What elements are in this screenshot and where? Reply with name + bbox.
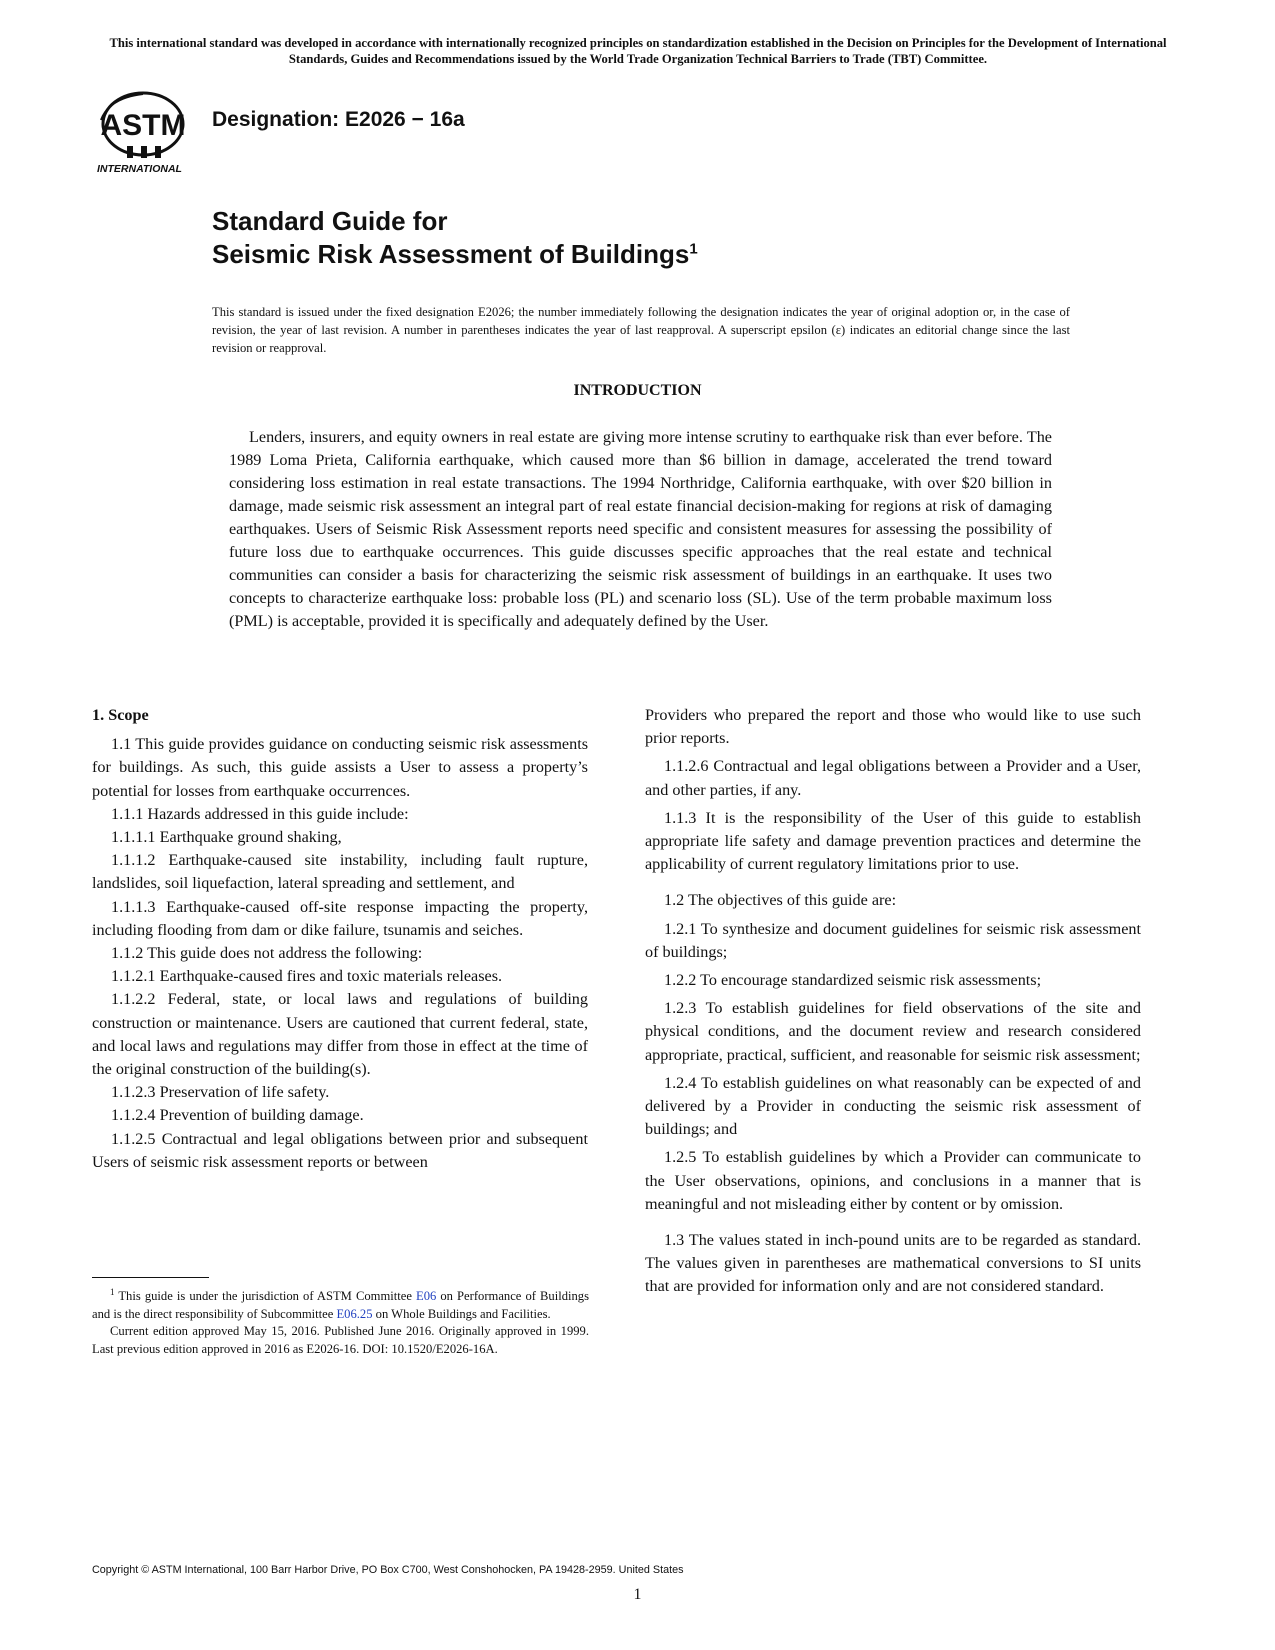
- section-1-1-2-2: 1.1.2.2 Federal, state, or local laws and regulations of building construction or maintenance. Users are cautioned that current federal, state, and local laws and regulations may differ from those in effect at the time of the original construction of the building(s).: [92, 990, 588, 1079]
- page-number: 1: [633, 1586, 642, 1603]
- introduction-body: Lenders, insurers, and equity owners in real estate are giving more intense scrutiny to earthquake risk than ever before. The 1989 Loma Prieta, California earthquake, which caused more than $6 billion in damage, accelerated the trend toward considering loss estimation in real estate transactions. The 1994 Northridge, California earthquake, with over $20 billion in damage, made seismic risk assessment an integral part of real estate financial decision-making for regions at risk of damaging earthquakes. Users of Seismic Risk Assessment reports need specific and consistent measures for assessing the possibility of future loss due to earthquake occurrences. This guide discusses specific approaches that the real estate and technical communities can consider a basis for characterizing the seismic risk assessment of buildings in an earthquake. It uses two concepts to characterize earthquake loss: probable loss (PL) and scenario loss (SL). Use of the term probable maximum loss (PML) is acceptable, provided it is specifically and adequately defined by the User.: [229, 428, 1052, 630]
- committee-e06-link[interactable]: E06: [416, 1289, 437, 1304]
- astm-logo-letters: ASTM: [100, 109, 186, 142]
- scope-heading: 1. Scope: [92, 706, 149, 724]
- section-1-2-3: 1.2.3 To establish guidelines for field observations of the site and physical conditions, and the document review and research considered appropriate, practical, sufficient, and reasonable for seismic risk assessment;: [645, 999, 1141, 1064]
- footnote-edition: Current edition approved May 15, 2016. Published June 2016. Originally approved in 1999. Last previous edition approved in 2016 as E2026-16. DOI: 10.1520/E2026-16A.: [92, 1324, 589, 1356]
- designation: Designation: E2026 − 16a: [212, 108, 465, 131]
- copyright-line: Copyright © ASTM International, 100 Barr Harbor Drive, PO Box C700, West Conshohocken, PA 19428-2959. United States: [92, 1564, 684, 1576]
- astm-logo-text: INTERNATIONAL: [97, 163, 182, 175]
- title-line-2: Seismic Risk Assessment of Buildings$^1$: [212, 239, 698, 269]
- section-1-1-1-3: 1.1.1.3 Earthquake-caused off-site response impacting the property, including flooding from dam or dike failure, tsunamis and seiches.: [92, 897, 588, 939]
- issued-note: This standard is issued under the fixed designation E2026; the number immediately following the designation indicates the year of original adoption or, in the case of revision, the year of last revision. A number in parentheses indicates the year of last reapproval. A superscript epsilon (ε) indicates an editorial change since the last revision or reapproval.: [212, 305, 1070, 355]
- section-1-1-1-2: 1.1.1.2 Earthquake-caused site instability, including fault rupture, landslides, soil liquefaction, lateral spreading and settlement, and: [92, 851, 588, 893]
- section-1-1-2: 1.1.2 This guide does not address the following:: [111, 944, 423, 963]
- subcommittee-e06-25-link[interactable]: E06.25: [336, 1306, 373, 1321]
- document-title: [212, 205, 698, 271]
- footnote-divider: [92, 1277, 209, 1278]
- introduction-heading: INTRODUCTION: [573, 382, 702, 399]
- international-standard-notice: This international standard was developed in accordance with internationally recognized principles on standardization established in the Decision on Principles for the Development of International Standards, Guides and Recommendations issued by the World Trade Organization Technical Barriers to Trade (TBT) Committee.: [109, 36, 1167, 66]
- section-1-1-2-6: 1.1.2.6 Contractual and legal obligations between a Provider and a User, and other parties, if any.: [645, 757, 1141, 799]
- right-column: [645, 704, 1141, 1299]
- section-1-2-1: 1.2.1 To synthesize and document guidelines for seismic risk assessment of buildings;: [645, 919, 1141, 961]
- section-1-2-2: 1.2.2 To encourage standardized seismic risk assessments;: [664, 971, 1042, 990]
- section-1-1-2-1: 1.1.2.1 Earthquake-caused fires and toxic materials releases.: [111, 967, 503, 986]
- section-1-2: 1.2 The objectives of this guide are:: [664, 891, 897, 910]
- section-1-2-5: 1.2.5 To establish guidelines by which a Provider can communicate to the User observations, opinions, and conclusions in a manner that is meaningful and not misleading either by content or by omission.: [645, 1148, 1141, 1213]
- section-1-1-1: 1.1.1 Hazards addressed in this guide include:: [111, 804, 409, 823]
- section-1-1-2-3: 1.1.2.3 Preservation of life safety.: [111, 1083, 330, 1102]
- section-1-1: 1.1 This guide provides guidance on conducting seismic risk assessments for buildings. As such, this guide assists a User to assess a property’s potential for losses from earthquake occurrences.: [92, 735, 588, 800]
- section-1-2-4: 1.2.4 To establish guidelines on what reasonably can be expected of and delivered by a Provider in conducting the seismic risk assessment of buildings; and: [645, 1073, 1141, 1139]
- section-1-3: 1.3 The values stated in inch-pound units are to be regarded as standard. The values given in parentheses are mathematical conversions to SI units that are provided for information only and are not considered standard.: [645, 1231, 1141, 1296]
- footnote: [92, 1284, 589, 1358]
- footnote-jurisdiction: $^1$ This guide is under the jurisdiction of ASTM Committee E06 on Performance of Buildings and is the direct responsibility of Subcommittee E06.25 on Whole Buildings and Facilities.: [92, 1287, 590, 1321]
- section-1-1-3: 1.1.3 It is the responsibility of the User of this guide to establish appropriate life safety and damage prevention practices and determine the applicability of current regulatory limitations prior to use.: [645, 808, 1141, 874]
- title-footnote-mark: 1: [689, 240, 698, 258]
- continuation-text: Providers who prepared the report and those who would like to use such prior reports.: [645, 706, 1141, 748]
- astm-logo: [95, 90, 199, 176]
- section-1-1-2-5: 1.1.2.5 Contractual and legal obligations between prior and subsequent Users of seismic risk assessment reports or between: [92, 1129, 588, 1171]
- section-1-1-2-4: 1.1.2.4 Prevention of building damage.: [111, 1106, 364, 1125]
- section-1-1-1-1: 1.1.1.1 Earthquake ground shaking,: [111, 828, 342, 847]
- left-column: [92, 704, 588, 1174]
- title-line-1: Standard Guide for: [212, 206, 448, 236]
- footnote-mark: 1: [110, 1287, 115, 1297]
